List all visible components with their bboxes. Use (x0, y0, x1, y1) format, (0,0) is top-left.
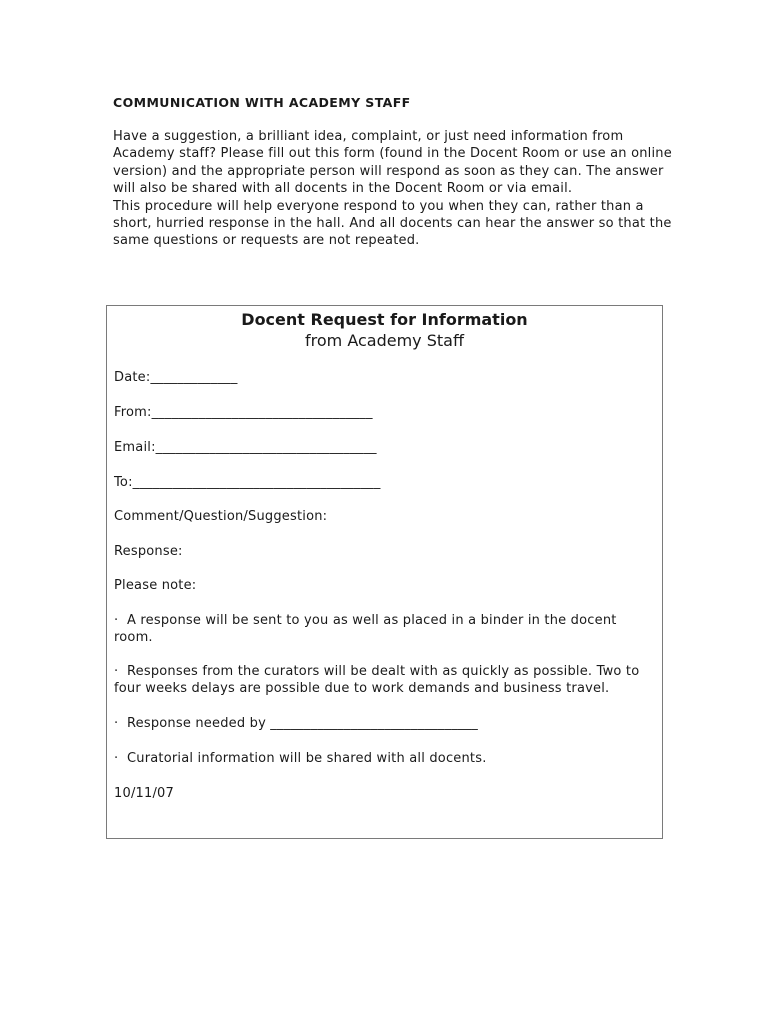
note-bullet-3[interactable]: · Response needed by _______________________________ (114, 716, 479, 731)
from-field[interactable]: From:_________________________________ (114, 405, 373, 420)
note-bullet-2: · Responses from the curators will be dealt with as quickly as possible. Two to four weeks delays are possible due to work demands and business travel. (114, 664, 644, 697)
please-note-label: Please note: (114, 578, 197, 593)
date-stamp: 10/11/07 (114, 786, 174, 801)
form-subtitle: from Academy Staff (305, 331, 464, 350)
intro-paragraph-1: Have a suggestion, a brilliant idea, complaint, or just need information from Academy staff? Please fill out this form (found in the Docent Room or use an online version) and the appropriate person will respond as soon as they can. The answer will also be shared with all docents in the Docent Room or via email. (113, 129, 672, 197)
email-field[interactable]: Email:_________________________________ (114, 440, 377, 455)
note-bullet-1: · A response will be sent to you as well as placed in a binder in the docent room. (114, 613, 621, 646)
response-label: Response: (114, 544, 183, 559)
date-field[interactable]: Date:_____________ (114, 370, 238, 385)
to-field[interactable]: To:_____________________________________ (114, 475, 381, 490)
intro-text (113, 128, 673, 250)
intro-paragraph-2: This procedure will help everyone respond to you when they can, rather than a short, hurried response in the hall. And all docents can hear the answer so that the same questions or requests are not repeated. (113, 198, 672, 249)
form-title: Docent Request for Information (241, 310, 528, 329)
request-form-box (106, 305, 663, 839)
page-heading: COMMUNICATION WITH ACADEMY STAFF (113, 95, 411, 110)
comment-label: Comment/Question/Suggestion: (114, 509, 328, 524)
note-bullet-4: · Curatorial information will be shared with all docents. (114, 751, 487, 766)
